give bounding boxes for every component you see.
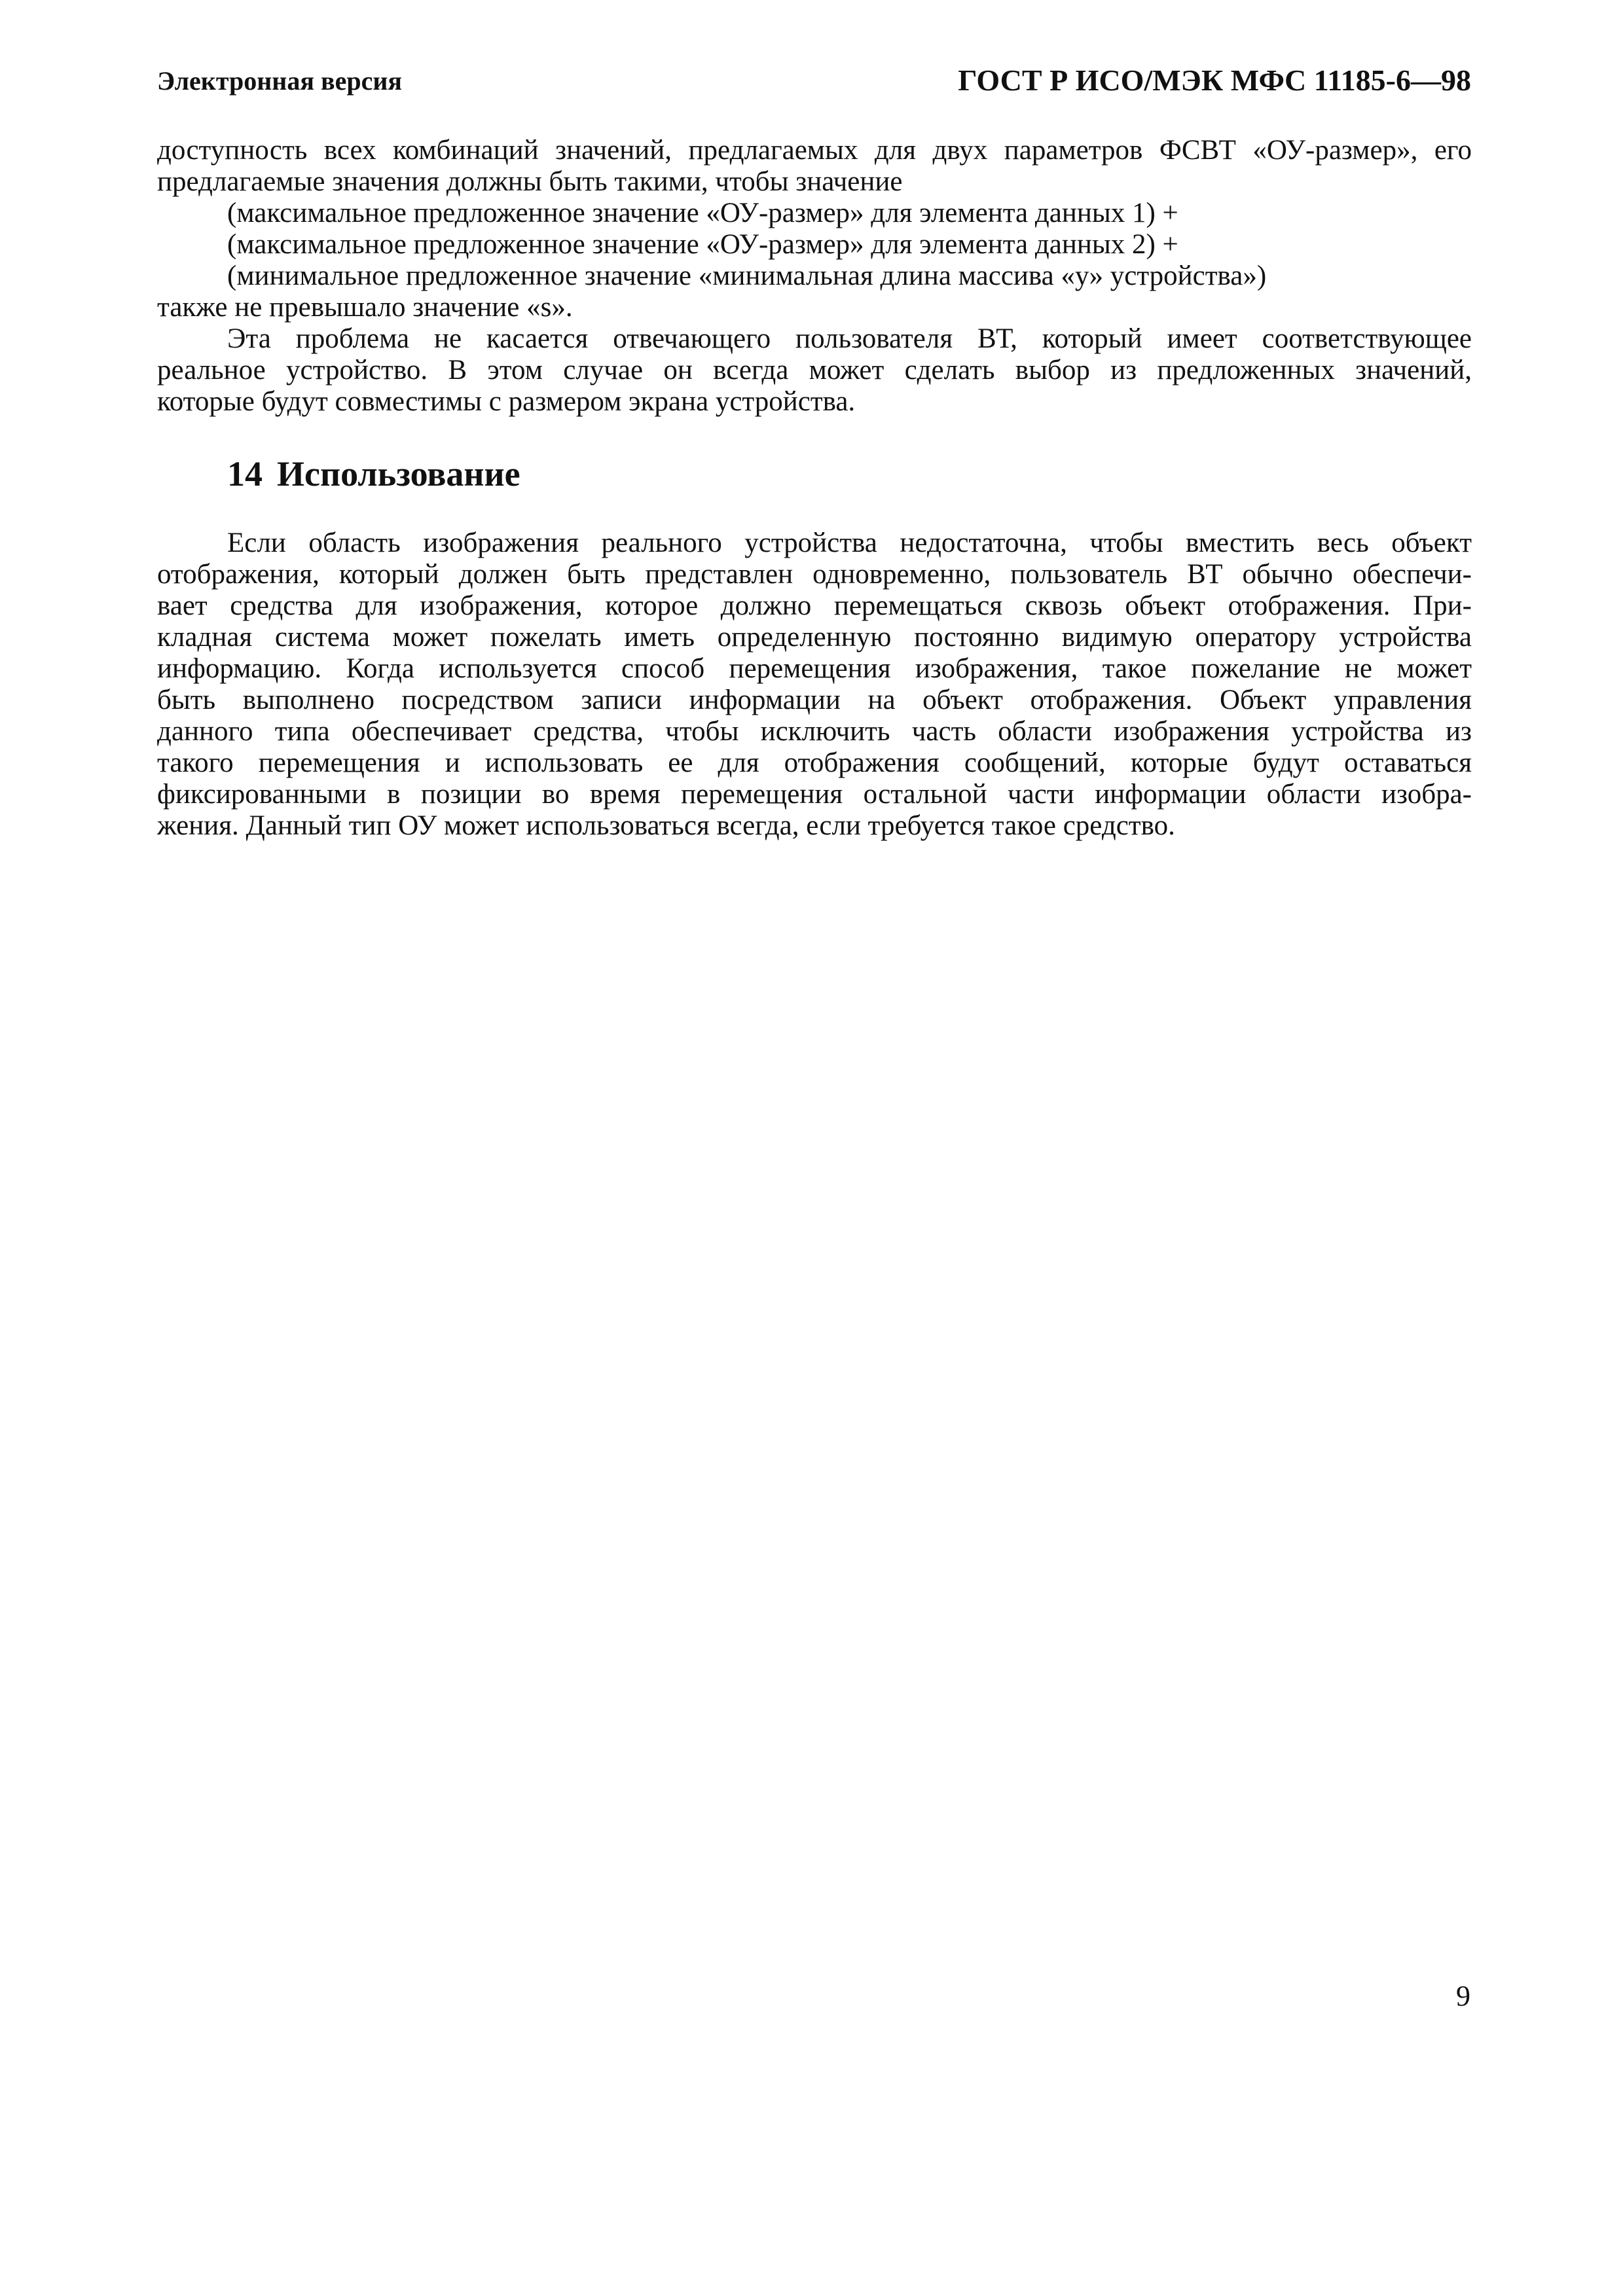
text-line: отображения, который должен быть представлен одновременно, пользователь ВТ обычно обеспечи- <box>157 559 1472 590</box>
text-line: Эта проблема не касается отвечающего пользователя ВТ, который имеет соответствующее <box>227 323 1472 354</box>
running-header-right: ГОСТ Р ИСО/МЭК МФС 11185-6—98 <box>958 63 1471 97</box>
text-line: такого перемещения и использовать ее для отображения сообщений, которые будут оставаться <box>157 747 1472 778</box>
formula-line: (минимальное предложенное значение «минимальная длина массива «y» устройства») <box>227 260 1267 291</box>
page-number: 9 <box>1456 1980 1470 2012</box>
text-line: доступность всех комбинаций значений, предлагаемых для двух параметров ФСВТ «ОУ-размер», его <box>157 135 1472 166</box>
section-heading <box>227 454 520 494</box>
text-line: предлагаемые значения должны быть такими, чтобы значение <box>157 166 903 197</box>
section-title: Использование <box>277 454 520 493</box>
text-line: кладная система может пожелать иметь определенную постоянно видимую оператору устройства <box>157 622 1472 653</box>
text-line: Если область изображения реального устройства недостаточна, чтобы вместить весь объект <box>227 528 1472 558</box>
text-line: данного типа обеспечивает средства, чтобы исключить часть области изображения устройства из <box>157 716 1472 747</box>
intro-text <box>157 135 1472 418</box>
text-line: быть выполнено посредством записи информации на объект отображения. Объект управления <box>157 685 1472 715</box>
text-line: которые будут совместимы с размером экрана устройства. <box>157 386 856 417</box>
text-line: вает средства для изображения, которое должно перемещаться сквозь объект отображения. При- <box>157 590 1472 621</box>
section-number: 14 <box>227 454 263 493</box>
text-line: также не превышало значение «s». <box>157 292 573 323</box>
section-body <box>157 528 1472 842</box>
text-line: фиксированными в позиции во время перемещения остальной части информации области изобра- <box>157 779 1472 810</box>
formula-line: (максимальное предложенное значение «ОУ-размер» для элемента данных 1) + <box>227 198 1178 228</box>
text-line: жения. Данный тип ОУ может использоваться всегда, если требуется такое средство. <box>157 810 1175 841</box>
running-header-left: Электронная версия <box>157 66 403 96</box>
text-line: информацию. Когда используется способ перемещения изображения, такое пожелание не может <box>157 653 1472 684</box>
formula-line: (максимальное предложенное значение «ОУ-размер» для элемента данных 2) + <box>227 229 1178 260</box>
text-line: реальное устройство. В этом случае он всегда может сделать выбор из предложенных значений, <box>157 355 1472 386</box>
